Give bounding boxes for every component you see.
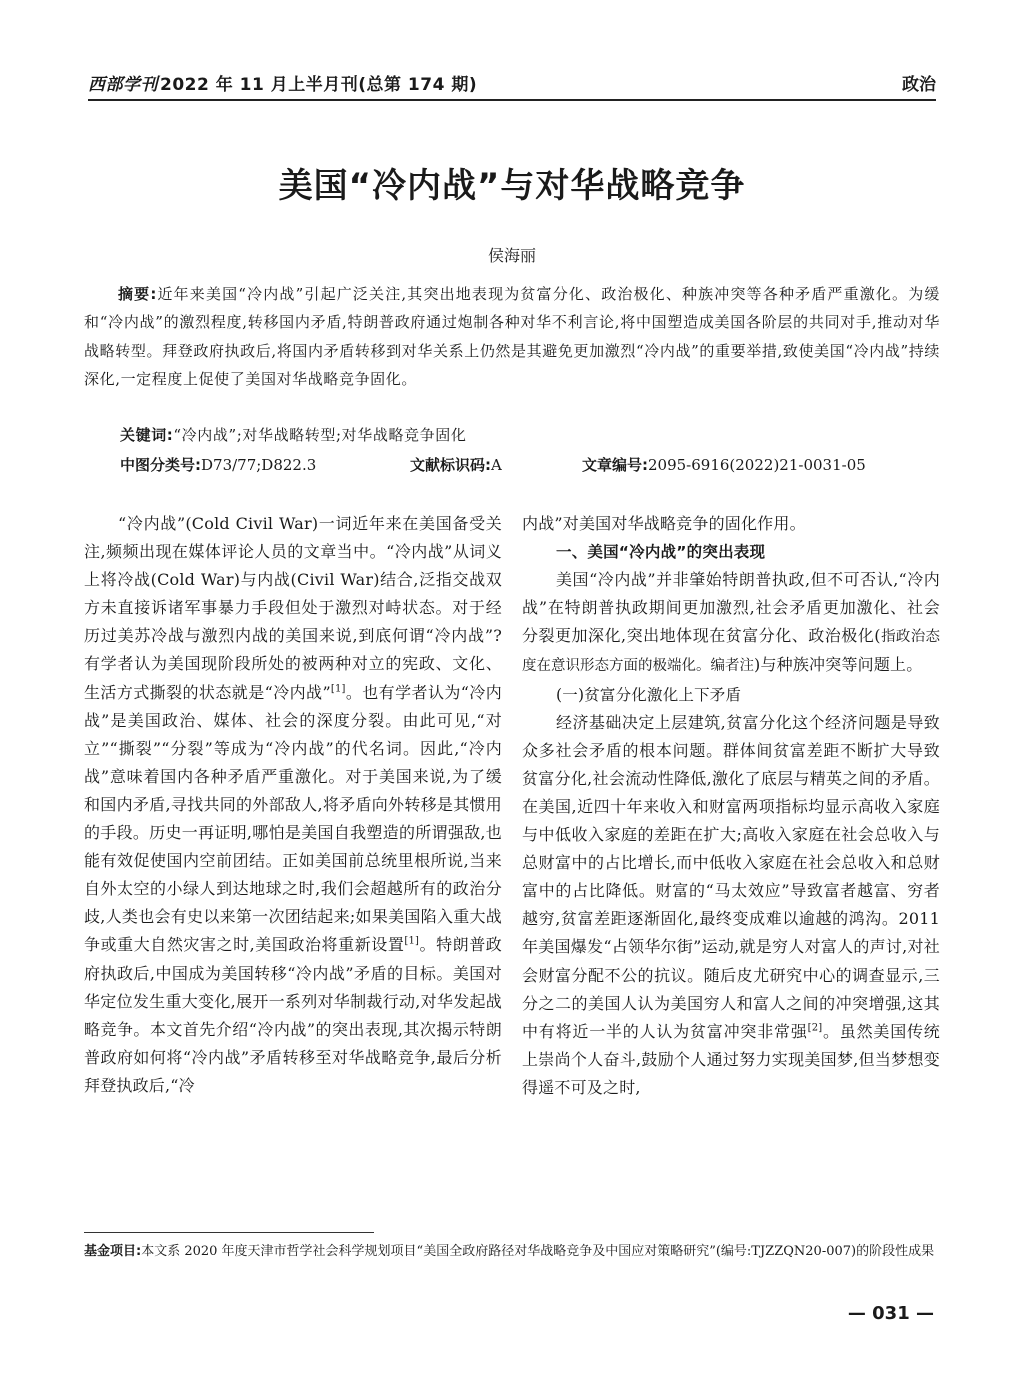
journal-logo: 西部学刊 — [88, 75, 158, 95]
article-number — [582, 454, 866, 475]
doc-label: 文献标识码: — [410, 456, 491, 474]
subsection-heading: (一)贫富分化激化上下矛盾 — [556, 685, 742, 704]
body-paragraph — [522, 566, 940, 680]
section-name: 政治 — [902, 75, 936, 95]
text-run: 美国“冷内战”并非肇始特朗普执政,但不可否认,“冷内战”在特朗普执政期间更加激烈,社会矛盾更加激化、社会分裂更加深化,突出地体现在贫富分化、政治极化( — [522, 570, 940, 646]
abstract — [84, 280, 940, 394]
running-header — [88, 68, 936, 98]
body-paragraph — [84, 510, 502, 1100]
funding-text: 本文系 2020 年度天津市哲学社会科学规划项目“美国全政府路径对华战略竞争及中国应对策略研究”(编号:TJZZQN20-007)的阶段性成果 — [141, 1244, 935, 1259]
abstract-label: 摘要: — [118, 285, 157, 303]
funding-label: 基金项目: — [84, 1244, 142, 1259]
funding-note — [84, 1240, 940, 1263]
page-number: — 031 — — [847, 1303, 934, 1324]
body-column-left — [84, 510, 502, 1100]
body-paragraph-continued: 内战”对美国对华战略竞争的固化作用。 — [522, 514, 806, 533]
clc-value: D73/77;D822.3 — [201, 456, 317, 474]
article-label: 文章编号: — [582, 456, 648, 474]
article-value: 2095-6916(2022)21-0031-05 — [648, 456, 866, 474]
text-run: )与种族冲突等问题上。 — [754, 655, 923, 675]
clc-number — [120, 454, 316, 475]
text-run: 。也有学者认为“冷内战”是美国政治、媒体、社会的深度分裂。由此可见,“对立”“撕裂”“分裂”等成为“冷内战”的代名词。因此,“冷内战”意味着国内各种矛盾严重激化。对于美国来说,为了缓和国内矛盾,寻找共同的外部敌人,将矛盾向外转移是其惯用的手段。历史一再证明,哪怕是美国自我塑造的所谓强敌,也能有效促使国内空前团结。正如美国前总统里根所说,当来自外太空的小绿人到达地球之时,我们会超越所有的政治分歧,人类也会有史以来第一次团结起来;如果美国陷入重大战争或重大自然灾害之时,美国政治将重新设置 — [84, 682, 502, 955]
doc-value: A — [491, 456, 502, 474]
abstract-text: 近年来美国“冷内战”引起广泛关注,其突出地表现为贫富分化、政治极化、种族冲突等各种矛盾严重激化。为缓和“冷内战”的激烈程度,转移国内矛盾,特朗普政府通过炮制各种对华不利言论,将中国塑造成美国各阶层的共同对手,推动对华战略转型。拜登政府执政后,将国内矛盾转移到对华关系上仍然是其避免更加激烈“冷内战”的重要举措,致使美国“冷内战”持续深化,一定程度上促使了美国对华战略竞争固化。 — [84, 285, 940, 389]
text-run: “冷内战”(Cold Civil War)一词近年来在美国备受关注,频频出现在媒体评论人员的文章当中。“冷内战”从词义上将冷战(Cold War)与内战(Civil War)结合,泛指交战双方未直接诉诸军事暴力手段但处于激烈对峙状态。对于经历过美苏冷战与激烈内战的美国来说,到底何谓“冷内战”?有学者认为美国现阶段所处的被两种对立的宪政、文化、生活方式撕裂的状态就是“冷内战” — [84, 514, 502, 702]
article-author: 侯海丽 — [487, 246, 536, 265]
citation-ref: [2] — [807, 1022, 823, 1034]
footnote-rule — [84, 1232, 374, 1233]
journal-name — [88, 70, 477, 95]
keywords-text: “冷内战”;对华战略转型;对华战略竞争固化 — [173, 426, 467, 444]
editor-note: 指政治态度在意识形态方面的极端化。编者注 — [522, 629, 941, 675]
section-heading: 一、美国“冷内战”的突出表现 — [556, 543, 766, 562]
text-run: 。虽然美国传统上崇尚个人奋斗,鼓励个人通过努力实现美国梦,但当梦想变得遥不可及之时, — [522, 1021, 940, 1097]
keywords-label: 关键词: — [120, 426, 174, 444]
citation-ref: [1] — [330, 683, 346, 695]
journal-issue: 2022 年 11 月上半月刊(总第 174 期) — [160, 75, 478, 95]
body-column-right — [522, 510, 940, 1102]
citation-ref: [1] — [404, 936, 420, 948]
article-title: 美国“冷内战”与对华战略竞争 — [278, 166, 746, 206]
text-run: 。特朗普政府执政后,中国成为美国转移“冷内战”矛盾的目标。美国对华定位发生重大变化,展开一系列对华制裁行动,对华发起战略竞争。本文首先介绍“冷内战”的突出表现,其次揭示特朗普政府如何将“冷内战”矛盾转移至对华战略竞争,最后分析拜登执政后,“冷 — [84, 935, 502, 1095]
body-paragraph — [522, 709, 940, 1102]
clc-label: 中图分类号: — [120, 456, 201, 474]
header-rule — [88, 99, 936, 101]
document-code — [410, 454, 502, 475]
text-run: 经济基础决定上层建筑,贫富分化这个经济问题是导致众多社会矛盾的根本问题。群体间贫富差距不断扩大导致贫富分化,社会流动性降低,激化了底层与精英之间的矛盾。在美国,近四十年来收入和财富两项指标均显示高收入家庭与中低收入家庭的差距在扩大;高收入家庭在社会总收入与总财富中的占比增长,而中低收入家庭在社会总收入和总财富中的占比降低。财富的“马太效应”导致富者越富、穷者越穷,贫富差距逐渐固化,最终变成难以逾越的鸿沟。2011 年美国爆发“占领华尔街”运动,就是穷人对富人的声讨,对社会财富分配不公的抗议。随后皮尤研究中心的调查显示,三分之二的美国人认为美国穷人和富人之间的冲突增强,这其中有将近一半的人认为贫富冲突非常强 — [522, 712, 940, 1041]
keywords — [120, 424, 940, 445]
